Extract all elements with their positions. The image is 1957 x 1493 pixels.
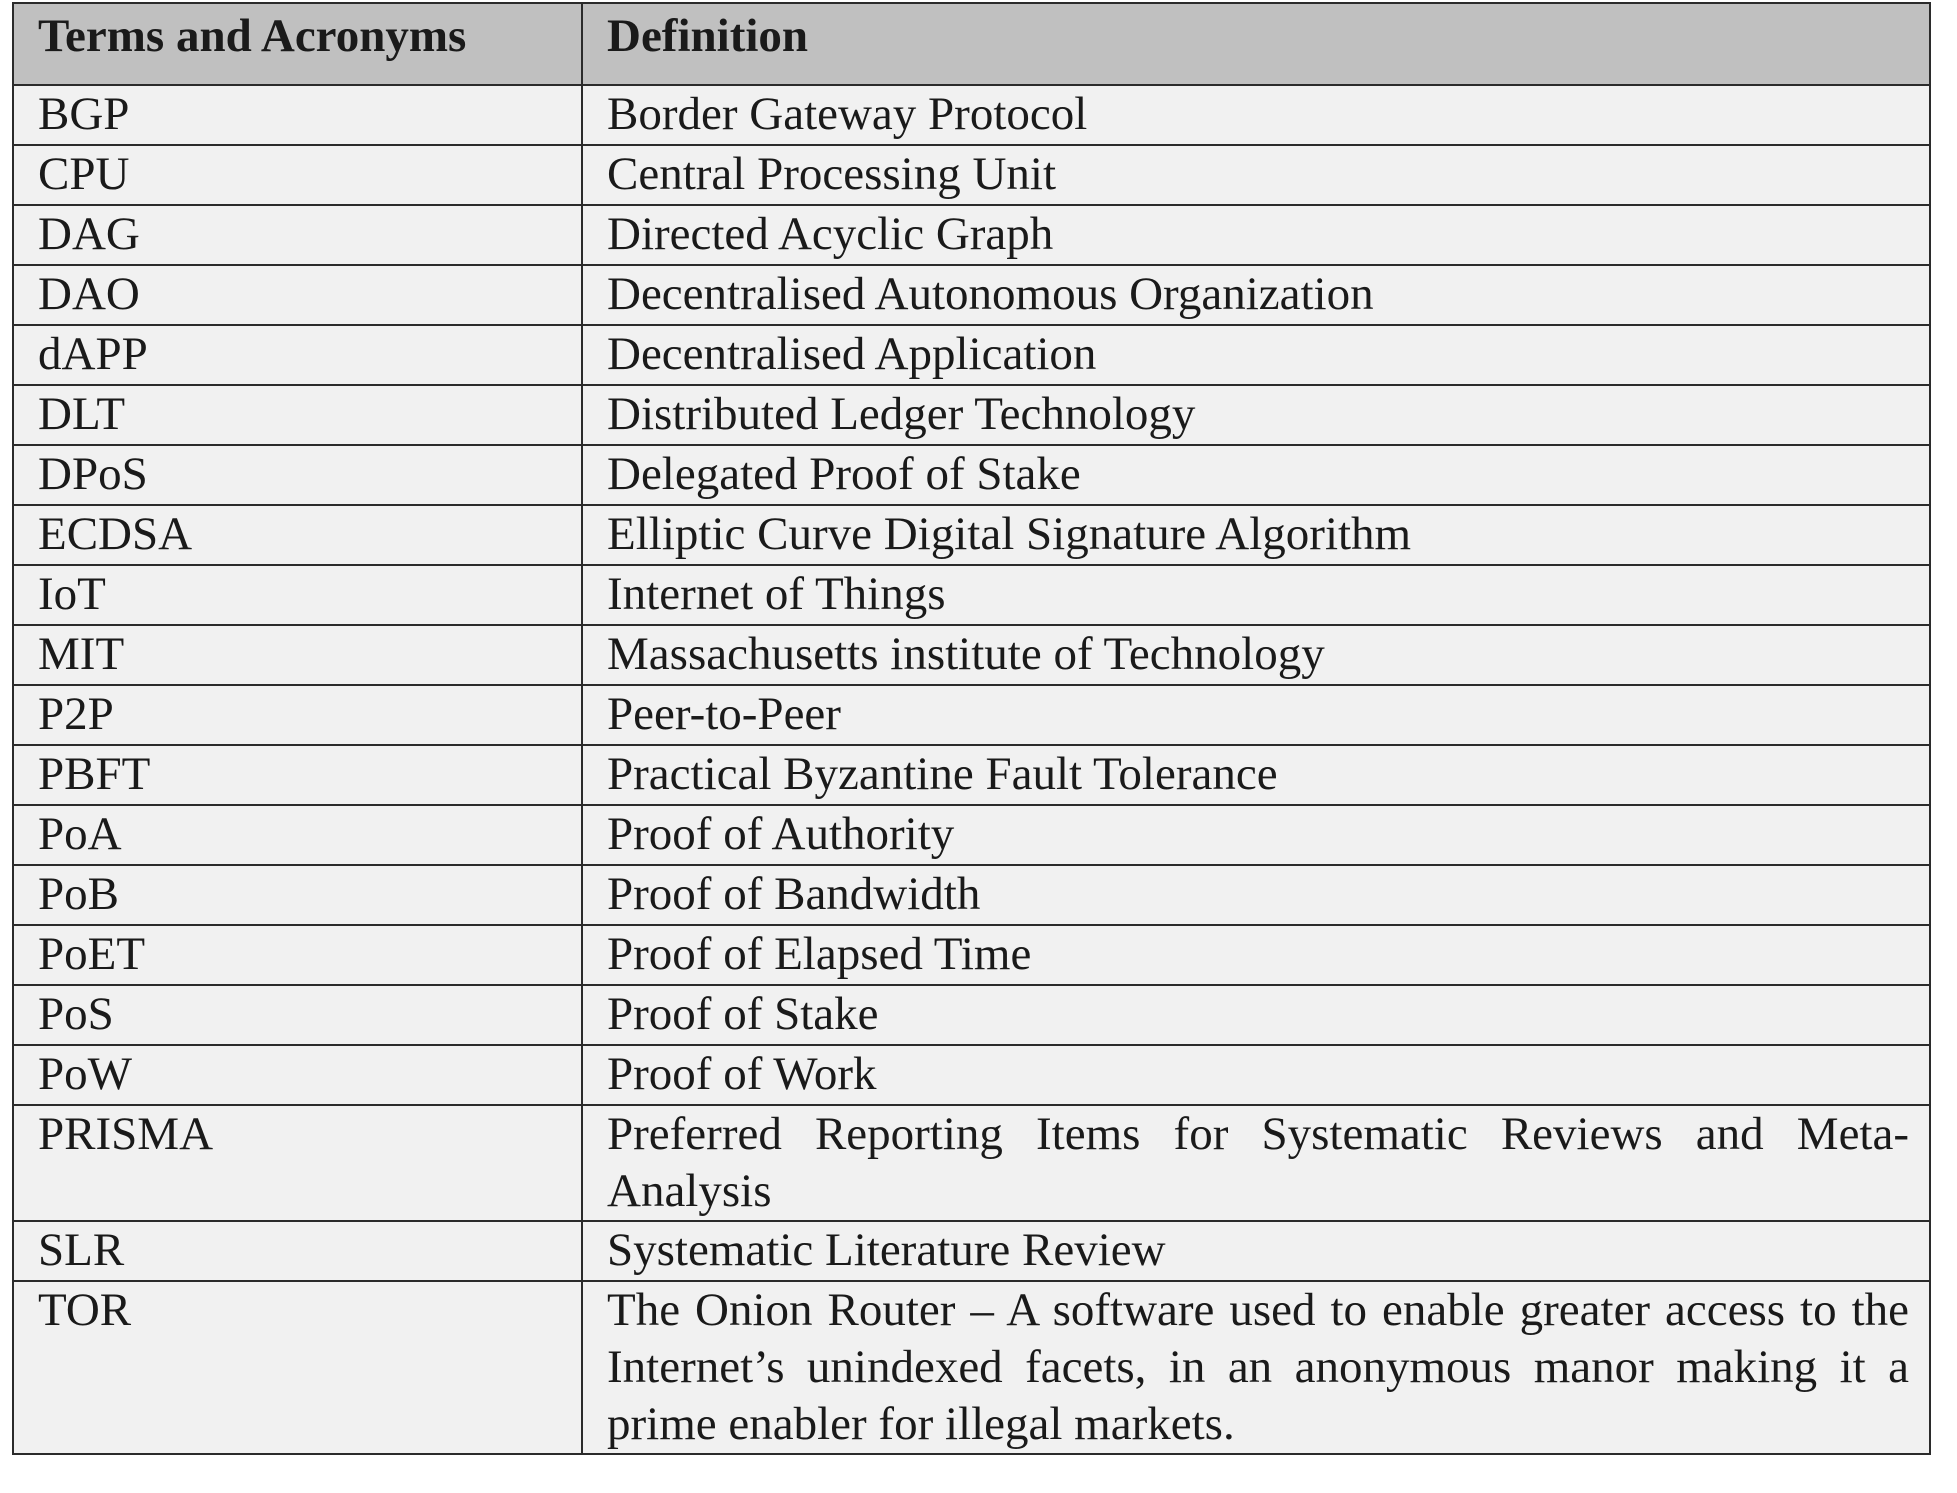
table-row xyxy=(13,805,1930,865)
definition-cell: The Onion Router – A software used to enable greater access to the Internet’s unindexed facets, in an anonymous manor making it a prime enabler for illegal markets. xyxy=(582,1281,1930,1454)
definition-cell: Decentralised Application xyxy=(582,325,1930,385)
term-cell: PRISMA xyxy=(13,1105,582,1221)
term-cell: DAO xyxy=(13,265,582,325)
term-cell: TOR xyxy=(13,1281,582,1454)
definition-cell: Decentralised Autonomous Organization xyxy=(582,265,1930,325)
table-row xyxy=(13,505,1930,565)
table-row xyxy=(13,145,1930,205)
table-row xyxy=(13,1281,1930,1454)
header-definition: Definition xyxy=(582,3,1930,85)
term-cell: PBFT xyxy=(13,745,582,805)
table-row xyxy=(13,325,1930,385)
table-row xyxy=(13,685,1930,745)
table-row xyxy=(13,925,1930,985)
term-cell: dAPP xyxy=(13,325,582,385)
table-row xyxy=(13,1045,1930,1105)
definition-cell: Central Processing Unit xyxy=(582,145,1930,205)
term-cell: CPU xyxy=(13,145,582,205)
term-cell: PoW xyxy=(13,1045,582,1105)
term-cell: PoS xyxy=(13,985,582,1045)
definition-cell: Proof of Authority xyxy=(582,805,1930,865)
table-body xyxy=(13,85,1930,1454)
table-row xyxy=(13,85,1930,145)
definition-cell: Peer-to-Peer xyxy=(582,685,1930,745)
definition-cell: Systematic Literature Review xyxy=(582,1221,1930,1281)
table-row xyxy=(13,865,1930,925)
definition-cell: Proof of Bandwidth xyxy=(582,865,1930,925)
table-row xyxy=(13,265,1930,325)
term-cell: IoT xyxy=(13,565,582,625)
definition-cell: Internet of Things xyxy=(582,565,1930,625)
header-term: Terms and Acronyms xyxy=(13,3,582,85)
term-cell: DLT xyxy=(13,385,582,445)
definition-cell: Directed Acyclic Graph xyxy=(582,205,1930,265)
term-cell: MIT xyxy=(13,625,582,685)
term-cell: P2P xyxy=(13,685,582,745)
table-row xyxy=(13,1221,1930,1281)
definition-cell: Proof of Elapsed Time xyxy=(582,925,1930,985)
definition-cell: Massachusetts institute of Technology xyxy=(582,625,1930,685)
term-cell: DAG xyxy=(13,205,582,265)
definition-cell: Proof of Stake xyxy=(582,985,1930,1045)
definition-cell: Border Gateway Protocol xyxy=(582,85,1930,145)
table-row xyxy=(13,205,1930,265)
table-header xyxy=(13,3,1930,85)
acronyms-table xyxy=(12,2,1931,1455)
definition-cell: Delegated Proof of Stake xyxy=(582,445,1930,505)
table-row xyxy=(13,565,1930,625)
term-cell: ECDSA xyxy=(13,505,582,565)
table-row xyxy=(13,1105,1930,1221)
term-cell: PoA xyxy=(13,805,582,865)
definition-cell: Distributed Ledger Technology xyxy=(582,385,1930,445)
term-cell: SLR xyxy=(13,1221,582,1281)
definition-cell: Proof of Work xyxy=(582,1045,1930,1105)
table-row xyxy=(13,745,1930,805)
term-cell: PoET xyxy=(13,925,582,985)
definition-cell: Elliptic Curve Digital Signature Algorithm xyxy=(582,505,1930,565)
header-row xyxy=(13,3,1930,85)
acronyms-table-container xyxy=(12,2,1929,1455)
table-row xyxy=(13,625,1930,685)
table-row xyxy=(13,445,1930,505)
definition-cell: Preferred Reporting Items for Systematic Reviews and Meta-Analysis xyxy=(582,1105,1930,1221)
term-cell: BGP xyxy=(13,85,582,145)
definition-cell: Practical Byzantine Fault Tolerance xyxy=(582,745,1930,805)
term-cell: DPoS xyxy=(13,445,582,505)
table-row xyxy=(13,385,1930,445)
term-cell: PoB xyxy=(13,865,582,925)
table-row xyxy=(13,985,1930,1045)
